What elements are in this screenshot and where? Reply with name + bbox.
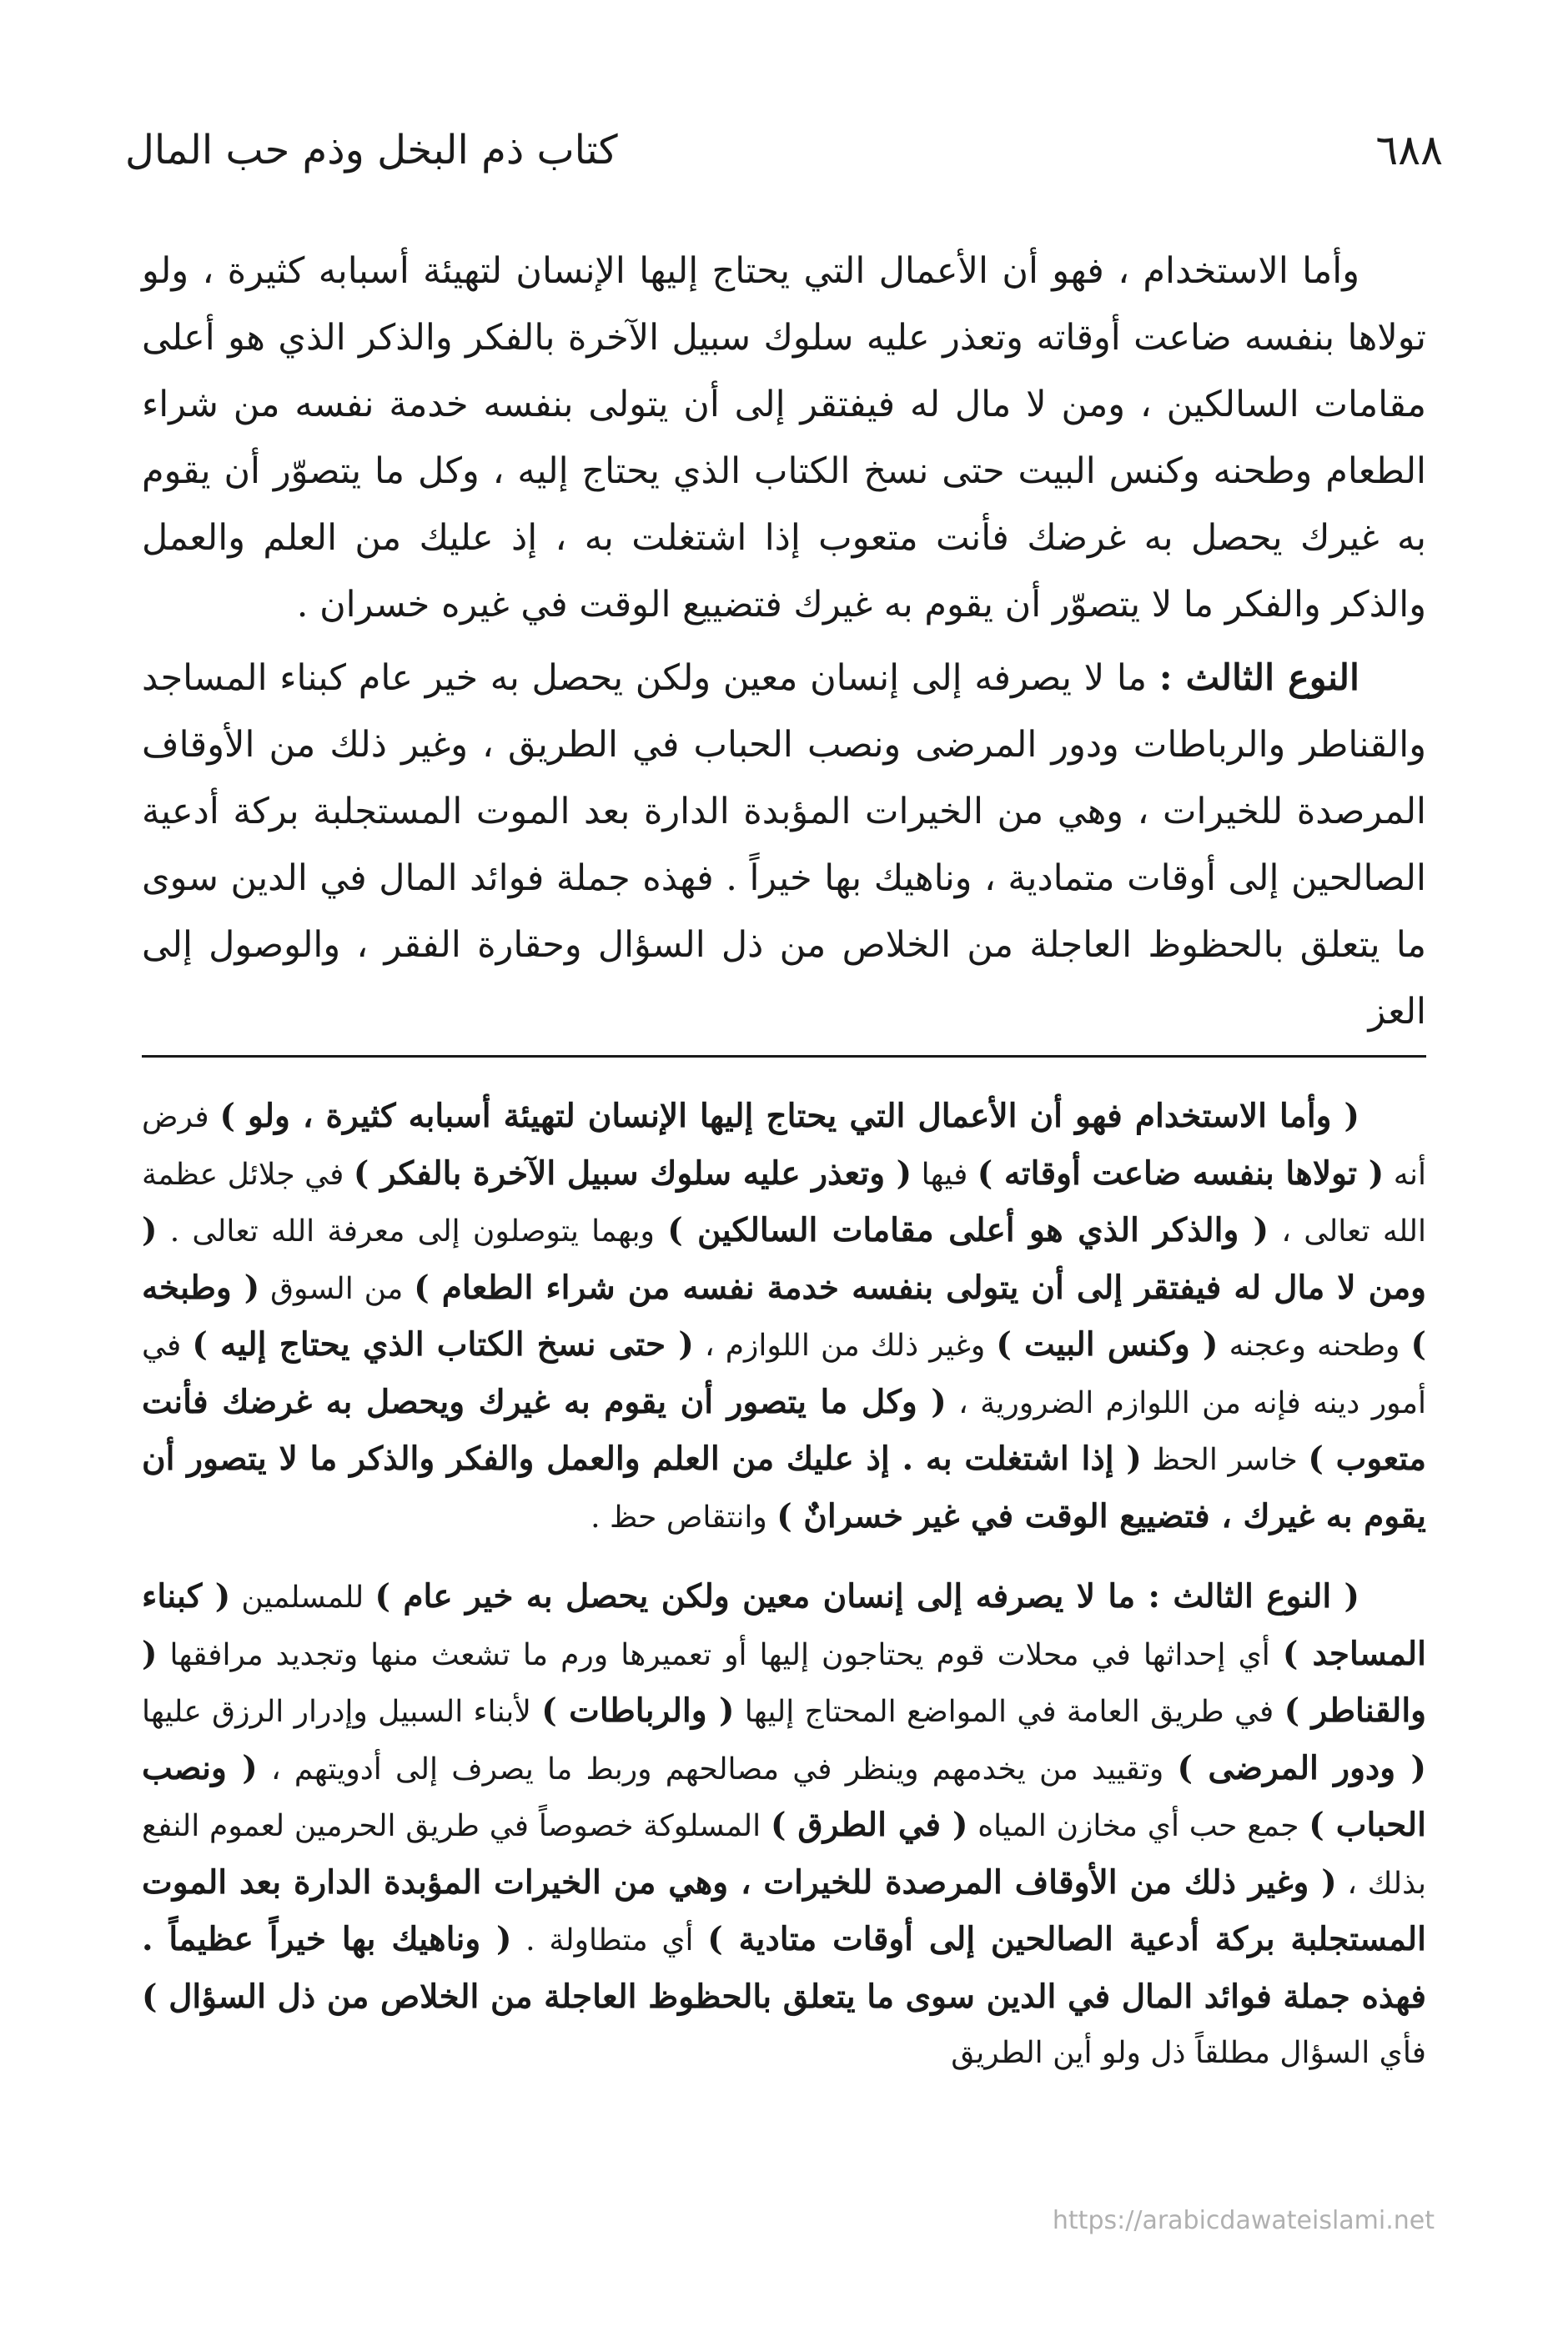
quoted-text: ( وكل ما يتصور أن يقوم به غيرك ويحصل به غرضك فأنت متعوب ) <box>142 1382 1427 1478</box>
quoted-text: ( والقناطر ) <box>142 1634 1426 1730</box>
commentary-text: خاسر الحظ <box>1141 1443 1309 1477</box>
quoted-text: ( إذا اشتغلت به . إذ عليك من العلم والعمل والفكر والذكر ما لا يتصور أن يقوم به غيرك ، فتضييع الوقت في غير خسرانٌ ) <box>142 1440 1426 1535</box>
commentary-text: للمسلمين <box>230 1581 375 1615</box>
quoted-text: ( ونصب الحباب ) <box>142 1748 1426 1844</box>
commentary-text: أي متطاولة . <box>511 1923 708 1958</box>
quoted-text: ( وغير ذلك من الأوقاف المرصدة للخيرات ، وهي من الخيرات المؤبدة الدارة بعد الموت المستجلبة بركة أدعية الصالحين إلى أوقات متادية ) <box>142 1862 1426 1958</box>
quoted-text: ( وطبخه ) <box>142 1268 1426 1364</box>
quoted-text: ( حتى نسخ الكتاب الذي يحتاج إليه ) <box>192 1325 694 1364</box>
page-number: ٦٨٨ <box>1375 126 1443 174</box>
quoted-text: ( وناهيك بها خيراً عظيماً . فهذه جملة فوائد المال في الدين سوى ما يتعلق بالحظوظ العاجلة من الخلاص من ذل السؤال ) <box>142 1920 1426 2016</box>
commentary-text: وبهما يتوصلون إلى معرفة الله تعالى . <box>157 1214 668 1249</box>
commentary-text: وغير ذلك من اللوازم ، <box>693 1329 997 1363</box>
quoted-text: ( تولاها بنفسه ضاعت أوقاته ) <box>977 1153 1385 1193</box>
main-paragraph <box>142 238 1426 638</box>
main-paragraph <box>142 645 1426 1045</box>
commentary-text: وطحنه وعجنه <box>1218 1329 1411 1363</box>
quoted-text: ( ومن لا مال له فيفتقر إلى أن يتولى بنفسه خدمة نفسه من شراء الطعام ) <box>142 1211 1426 1307</box>
page-header <box>125 117 1443 183</box>
quoted-text: ( في الطرق ) <box>770 1806 968 1844</box>
commentary <box>142 1088 1426 2082</box>
commentary-text: جمع حب أي مخازن المياه <box>967 1809 1309 1843</box>
footnote-divider <box>142 1055 1426 1058</box>
commentary-text: فرض أنه <box>142 1100 1427 1192</box>
commentary-text: وانتقاص حظ . <box>591 1500 777 1535</box>
quoted-text: ( وأما الاستخدام فهو أن الأعمال التي يحتاج إليها الإنسان لتهيئة أسبابه كثيرة ، ولو ) <box>219 1097 1359 1135</box>
commentary-text: في جلائل عظمة الله تعالى ، <box>142 1157 1427 1249</box>
commentary-text: أي إحداثها في محلات قوم يحتاجون إليها أو تعميرها ورم ما تشعث منها وتجديد مرافقها <box>157 1637 1283 1672</box>
quoted-text: ( والذكر الذي هو أعلى مقامات السالكين ) <box>667 1211 1269 1249</box>
quoted-text: ( وتعذر عليه سلوك سبيل الآخرة بالفكر ) <box>353 1153 912 1193</box>
quoted-text: ( ودور المرضى ) <box>1177 1748 1426 1787</box>
running-title: كتاب ذم البخل وذم حب المال <box>125 127 618 173</box>
commentary-text: لأبناء السبيل وإدرار الرزق عليها <box>142 1695 542 1729</box>
quoted-text: ( كبناء المساجد ) <box>142 1577 1426 1673</box>
main-paragraph-text: وأما الاستخدام ، فهو أن الأعمال التي يحتاج إليها الإنسان لتهيئة أسبابه كثيرة ، ولو تولاها بنفسه ضاعت أوقاته وتعذر عليه سلوك سبيل الآخرة بالفكر والذكر الذي هو أعلى مقامات السالكين ، ومن لا مال له فيفتقر إلى أن يتولى بنفسه خدمة نفسه من شراء الطعام وطحنه وكنس البيت حتى نسخ الكتاب الذي يحتاج إليه ، وكل ما يتصوّر أن يقوم به غيرك يحصل به غرضك فأنت متعوب إذا اشتغلت به ، إذ عليك من العلم والعمل والذكر والفكر ما لا يتصوّر أن يقوم به غيرك فتضييع الوقت في غيره خسران . <box>142 250 1426 626</box>
commentary-paragraph <box>142 1088 1426 1545</box>
quoted-text: ( النوع الثالث : ما لا يصرفه إلى إنسان معين ولكن يحصل به خير عام ) <box>374 1577 1360 1616</box>
commentary-text: وتقييد من يخدمهم وينظر في مصالحهم وربط ما يصرف إلى أدويتهم ، <box>257 1752 1178 1787</box>
commentary-text: فأي السؤال مطلقاً ذل ولو أين الطريق <box>951 2036 1426 2070</box>
quoted-text: ( والرباطات ) <box>541 1691 735 1730</box>
commentary-text: في طريق العامة في المواضع المحتاج إليها <box>734 1695 1284 1729</box>
commentary-text: من السوق <box>259 1271 415 1306</box>
main-paragraph-text: ما لا يصرفه إلى إنسان معين ولكن يحصل به خير عام كبناء المساجد والقناطر والرباطات ودور المرضى ونصب الحباب في الطريق ، وغير ذلك من الأوقاف المرصدة للخيرات ، وهي من الخيرات المؤبدة الدارة بعد الموت المستجلبة بركة أدعية الصالحين إلى أوقات متمادية ، وناهيك بها خيراً . فهذه جملة فوائد المال في الدين سوى ما يتعلق بالحظوظ العاجلة من الخلاص من ذل السؤال وحقارة الفقر ، والوصول إلى العز <box>142 657 1426 1033</box>
commentary-text: المسلوكة خصوصاً في طريق الحرمين لعموم النفع بذلك ، <box>142 1809 1426 1901</box>
commentary-text: فيها <box>912 1157 977 1192</box>
quoted-text: ( وكنس البيت ) <box>996 1325 1219 1364</box>
commentary-paragraph <box>142 1569 1426 2082</box>
commentary-text: في أمور دينه فإنه من اللوازم الضرورية ، <box>142 1329 1426 1420</box>
source-url-watermark: https://arabicdawateislami.net <box>1052 2206 1435 2235</box>
section-lead: النوع الثالث : <box>1158 657 1359 699</box>
main-text <box>142 238 1426 1045</box>
